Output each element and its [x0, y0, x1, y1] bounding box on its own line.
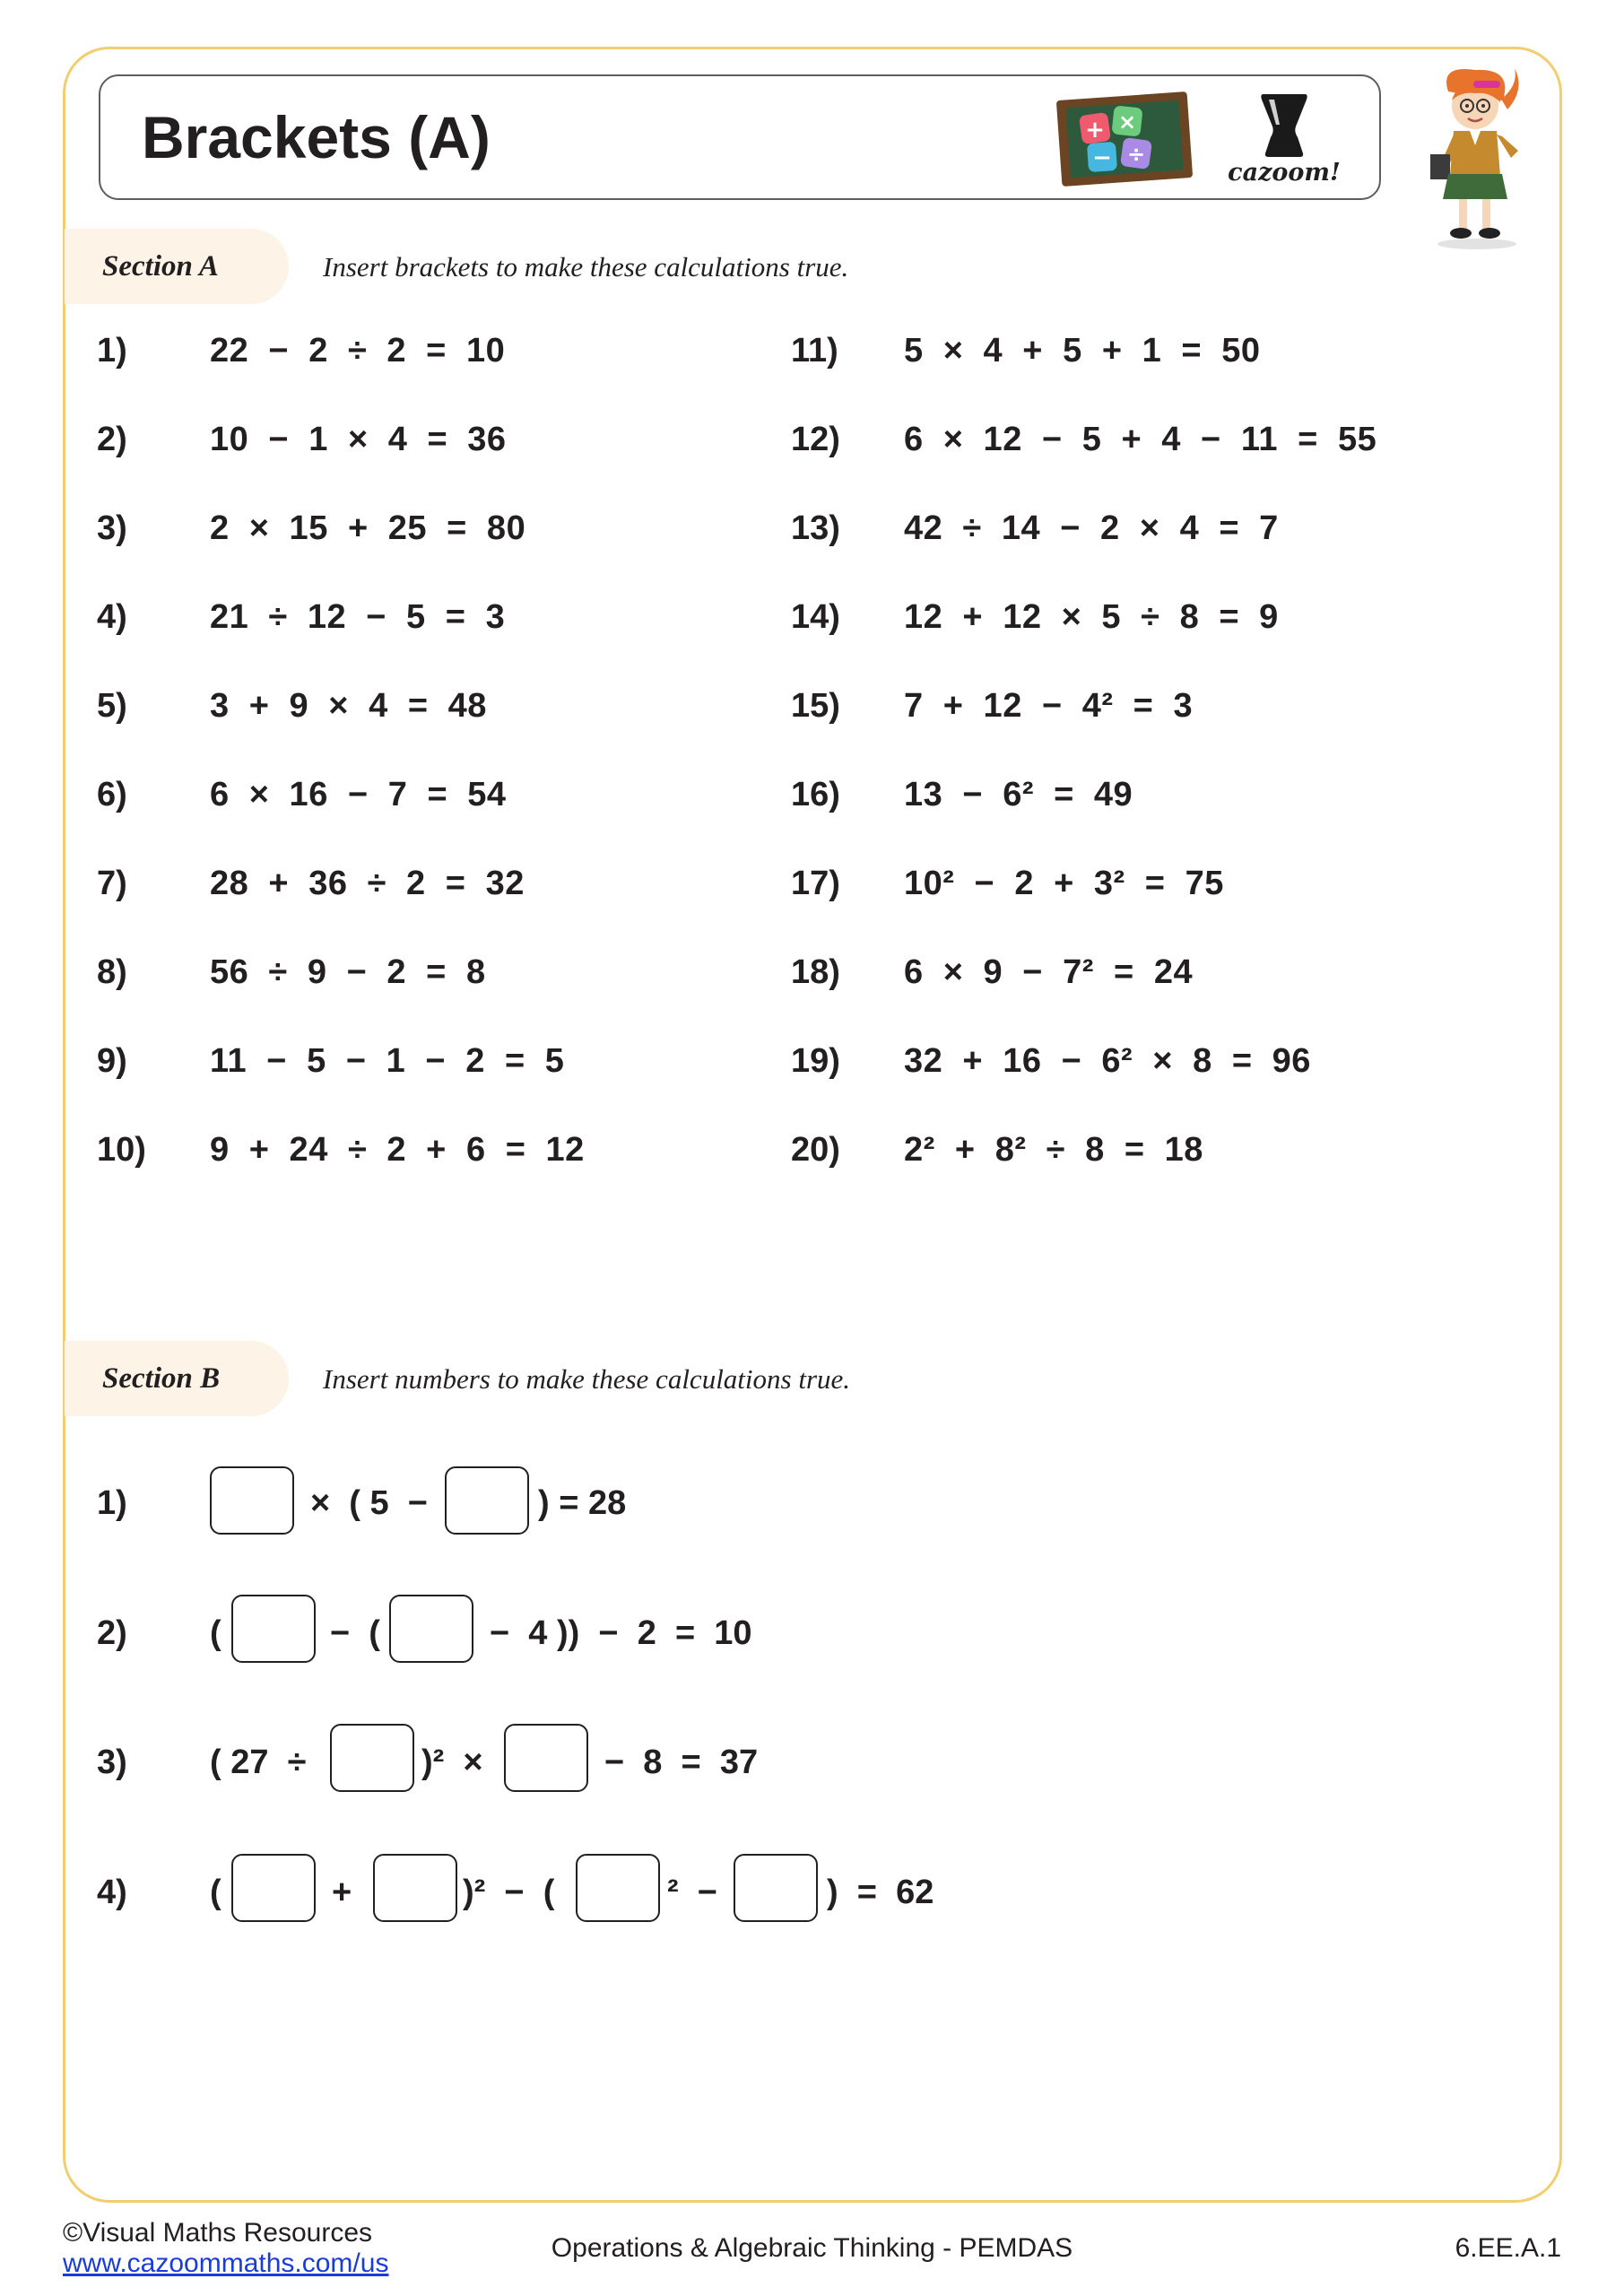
question-expression: 28 + 36 ÷ 2 = 32 — [210, 865, 525, 902]
question-expression: 22 − 2 ÷ 2 = 10 — [210, 332, 506, 370]
section-b-tab — [65, 1341, 289, 1416]
question-number: 15) — [791, 687, 840, 725]
answer-box[interactable] — [504, 1724, 588, 1792]
question-number: 6) — [97, 776, 127, 813]
answer-box[interactable] — [373, 1854, 457, 1922]
question-expression: 5 × 4 + 5 + 1 = 50 — [904, 332, 1261, 370]
question-expression: 42 ÷ 14 − 2 × 4 = 7 — [904, 509, 1279, 547]
question-expression: 10 − 1 × 4 = 36 — [210, 421, 507, 458]
question-expression: 13 − 6² = 49 — [904, 776, 1133, 813]
expression-part: ( 27 ÷ — [210, 1744, 307, 1781]
expression-part: ( — [210, 1874, 221, 1911]
expression-part: − 4 )) − 2 = 10 — [490, 1614, 752, 1652]
question-number: 17) — [791, 865, 840, 902]
question-number: 4) — [97, 598, 127, 636]
board-plus: + — [1085, 117, 1105, 144]
section-a-instruction: Insert brackets to make these calculations true. — [323, 251, 849, 283]
question-expression: 6 × 16 − 7 = 54 — [210, 776, 507, 813]
logo-text: cazoom! — [1228, 159, 1341, 187]
question-expression: 3 + 9 × 4 = 48 — [210, 687, 487, 725]
section-a-tab — [65, 229, 289, 304]
expression-part: ) = 62 — [827, 1874, 934, 1911]
footer-link[interactable]: www.cazoommaths.com/us — [63, 2248, 389, 2278]
section-a-label: Section A — [102, 250, 219, 283]
page-title: Brackets (A) — [142, 104, 491, 170]
question-number: 14) — [791, 598, 840, 636]
question-number: 7) — [97, 865, 127, 902]
question-expression: 2² + 8² ÷ 8 = 18 — [904, 1131, 1203, 1169]
question-number: 13) — [791, 509, 840, 547]
answer-box[interactable] — [330, 1724, 414, 1792]
board-divide: ÷ — [1126, 142, 1146, 167]
answer-box[interactable] — [389, 1595, 473, 1663]
question-expression: 21 ÷ 12 − 5 = 3 — [210, 598, 506, 636]
section-b-instruction: Insert numbers to make these calculations true. — [323, 1363, 851, 1395]
question-number: 10) — [97, 1131, 146, 1169]
drum-icon — [1217, 91, 1351, 162]
expression-part: ( — [210, 1614, 221, 1652]
question-expression: 12 + 12 × 5 ÷ 8 = 9 — [904, 598, 1279, 636]
question-number: 3) — [97, 509, 127, 547]
question-number: 18) — [791, 953, 840, 991]
question-number: 3) — [97, 1744, 127, 1781]
question-number: 2) — [97, 421, 127, 458]
question-number: 2) — [97, 1614, 127, 1652]
question-number: 5) — [97, 687, 127, 725]
expression-part: + — [332, 1874, 352, 1911]
question-number: 1) — [97, 332, 127, 370]
expression-part: − ( — [330, 1614, 380, 1652]
question-expression: 56 ÷ 9 − 2 = 8 — [210, 953, 486, 991]
question-number: 20) — [791, 1131, 840, 1169]
expression-part: × ( 5 − — [310, 1484, 428, 1522]
footer-copyright: ©Visual Maths Resources — [63, 2218, 373, 2248]
question-expression: 7 + 12 − 4² = 3 — [904, 687, 1194, 725]
answer-box[interactable] — [210, 1466, 294, 1535]
expression-part: ² − — [667, 1874, 717, 1911]
question-number: 1) — [97, 1484, 127, 1522]
question-expression: 9 + 24 ÷ 2 + 6 = 12 — [210, 1131, 585, 1169]
expression-part: )² − ( — [463, 1874, 555, 1911]
title-banner — [99, 74, 1381, 200]
answer-box[interactable] — [576, 1854, 660, 1922]
board-minus: − — [1092, 144, 1112, 171]
question-number: 9) — [97, 1042, 127, 1080]
answer-box[interactable] — [445, 1466, 529, 1535]
footer-standard-code: 6.EE.A.1 — [1455, 2233, 1561, 2263]
footer-topic: Operations & Algebraic Thinking - PEMDAS — [551, 2233, 1073, 2263]
answer-box[interactable] — [734, 1854, 818, 1922]
answer-box[interactable] — [231, 1595, 316, 1663]
question-expression: 32 + 16 − 6² × 8 = 96 — [904, 1042, 1311, 1080]
question-expression: 6 × 12 − 5 + 4 − 11 = 55 — [904, 421, 1377, 458]
question-expression: 2 × 15 + 25 = 80 — [210, 509, 526, 547]
expression-part: )² × — [421, 1744, 483, 1781]
question-number: 8) — [97, 953, 127, 991]
question-number: 11) — [791, 332, 838, 370]
cazoom-logo — [1217, 91, 1351, 191]
section-b-label: Section B — [102, 1362, 221, 1395]
math-board-icon — [1055, 87, 1194, 187]
question-number: 4) — [97, 1874, 127, 1911]
girl-character-illustration — [1421, 65, 1529, 253]
expression-part: − 8 = 37 — [604, 1744, 759, 1781]
board-times: × — [1117, 109, 1137, 135]
question-expression: 11 − 5 − 1 − 2 = 5 — [210, 1042, 565, 1080]
question-expression: 6 × 9 − 7² = 24 — [904, 953, 1194, 991]
answer-box[interactable] — [231, 1854, 316, 1922]
question-expression: 10² − 2 + 3² = 75 — [904, 865, 1224, 902]
question-number: 19) — [791, 1042, 840, 1080]
question-number: 16) — [791, 776, 840, 813]
question-number: 12) — [791, 421, 840, 458]
expression-part: ) = 28 — [538, 1484, 627, 1522]
